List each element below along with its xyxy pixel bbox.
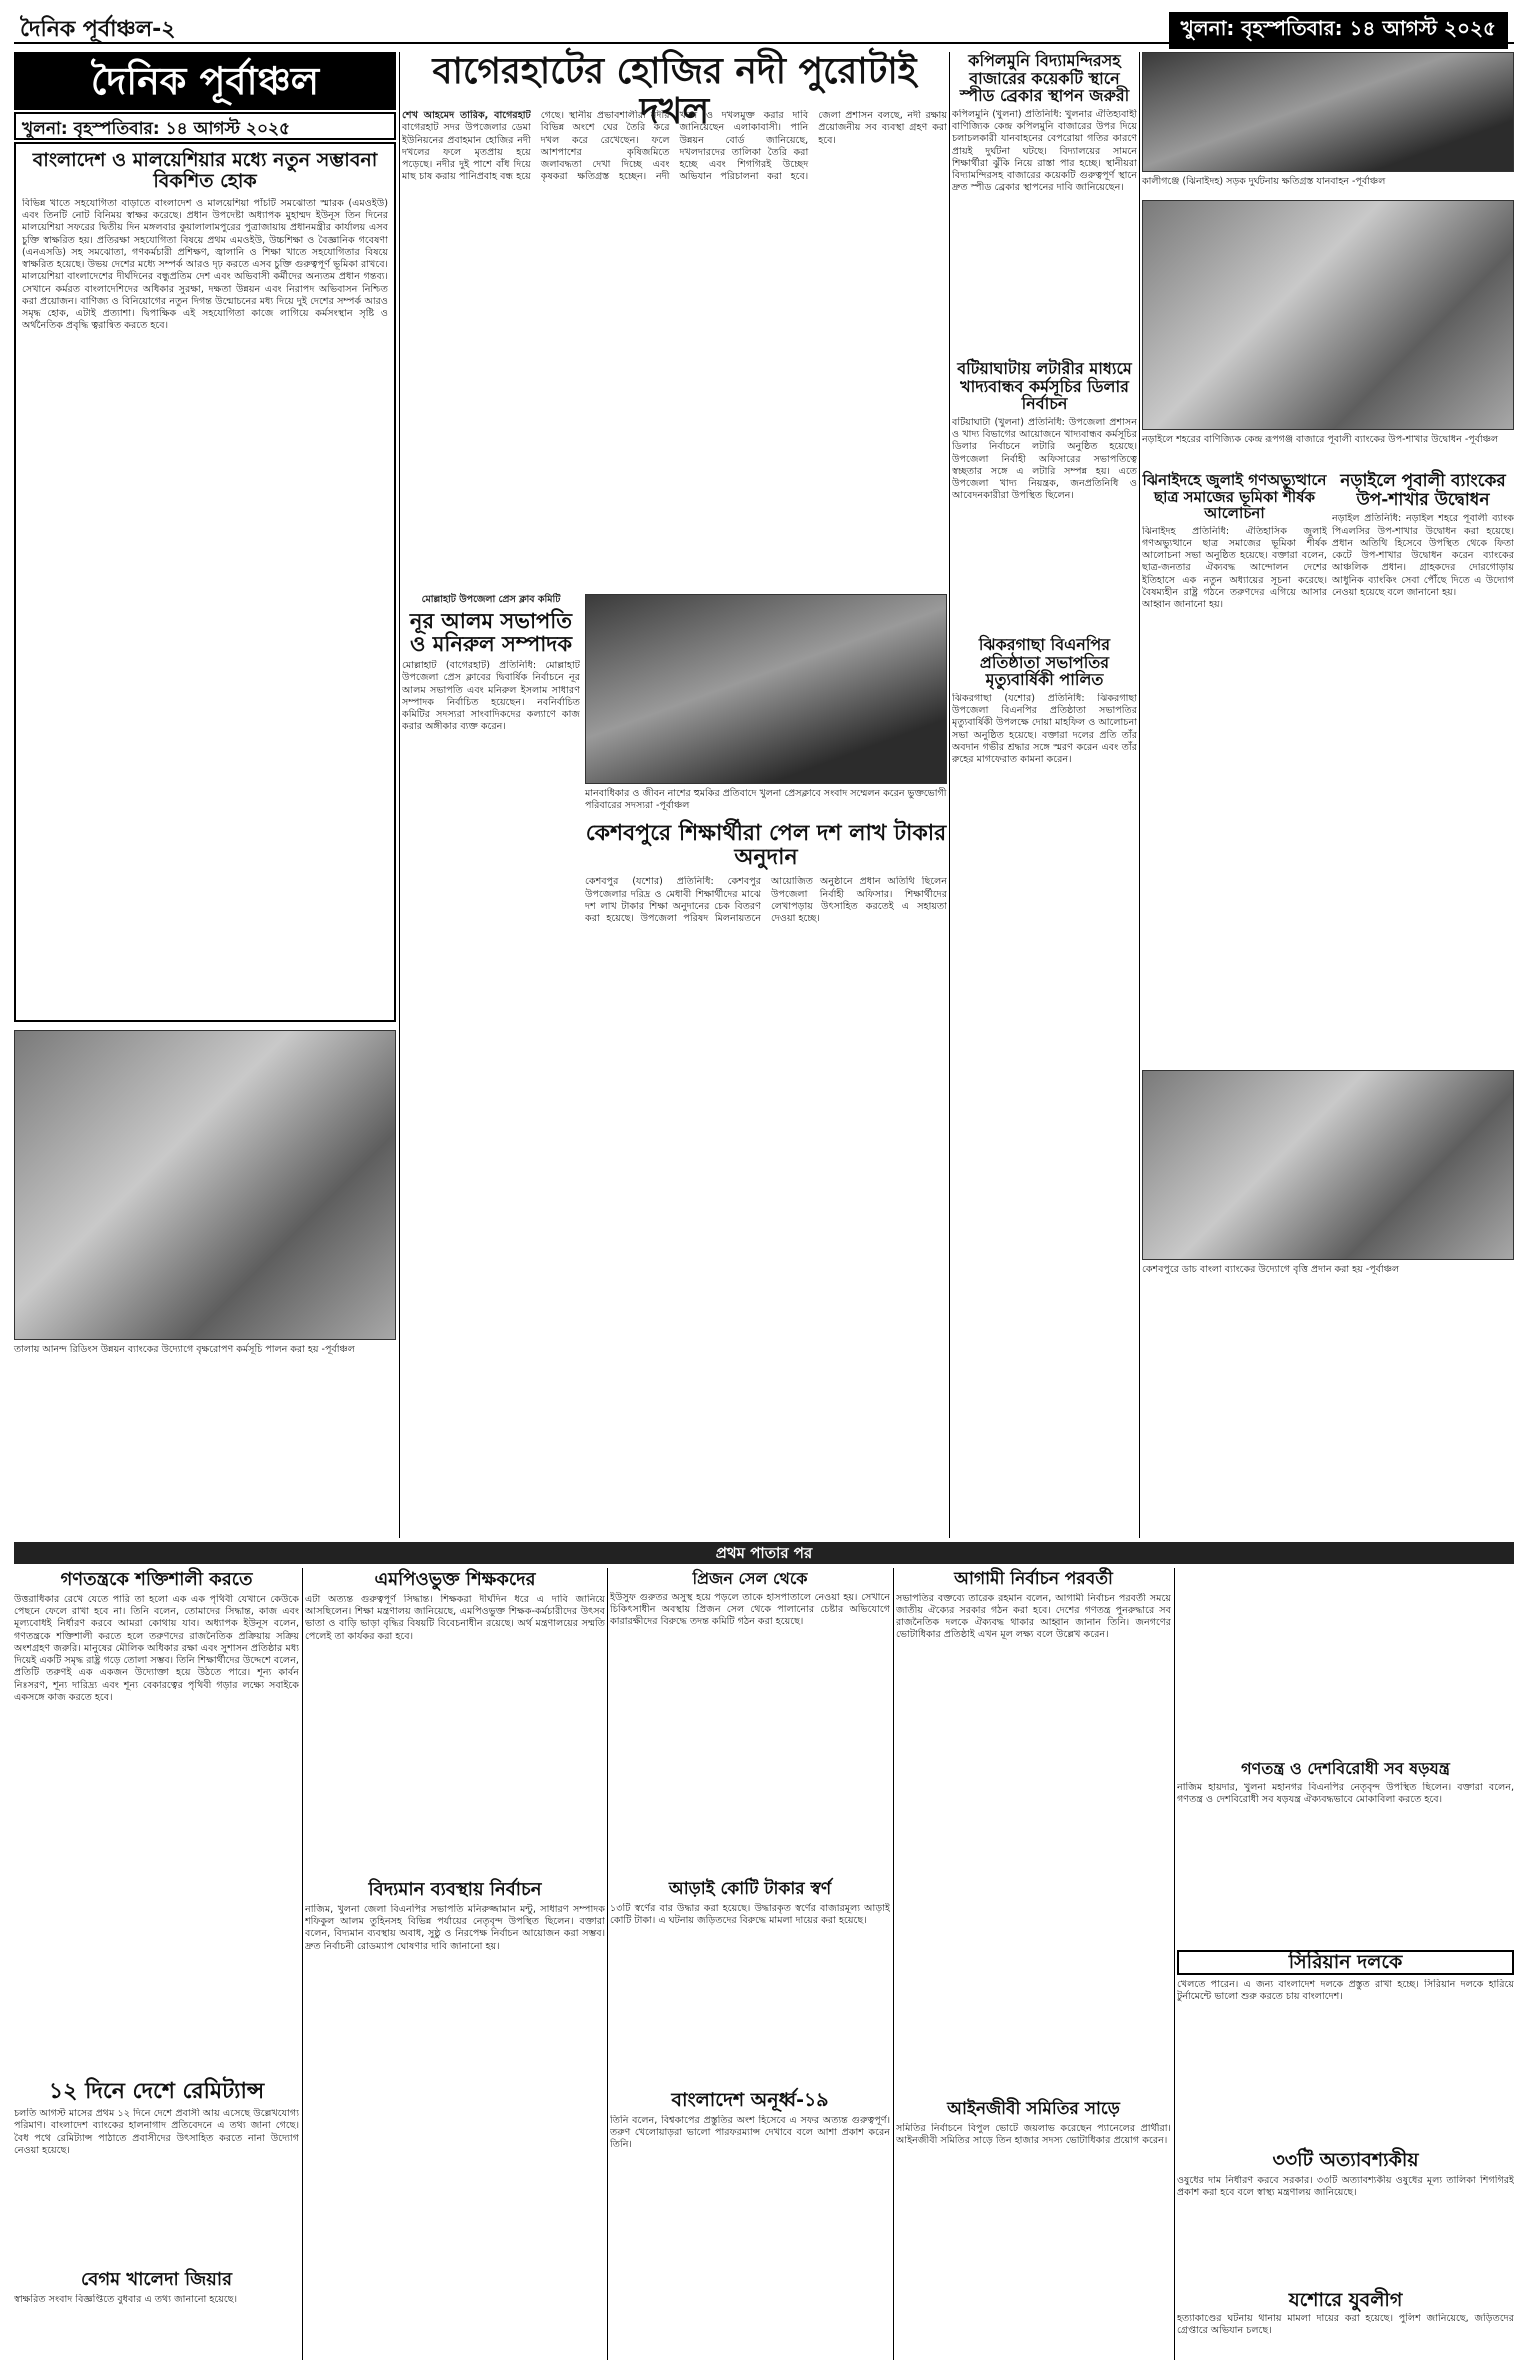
article-pubali-bank: [1332, 472, 1514, 1052]
article-body: বটিয়াঘাটা (খুলনা) প্রতিনিধি: উপজেলা প্রশাসন ও খাদ্য বিভাগের আয়োজনে খাদ্যবান্ধব কর্মসূচির ডিলার নির্বাচনে লটারি অনুষ্ঠিত হয়েছে। উপজেলা নির্বাহী অফিসারের সভাপতিত্বে স্বচ্ছতার সঙ্গে এ লটারি সম্পন্ন হয়। এতে উপজেলা খাদ্য নিয়ন্ত্রক, জনপ্রতিনিধি ও আবেদনকারীরা উপস্থিত ছিলেন।: [952, 416, 1137, 502]
article-election: [305, 1880, 605, 2360]
article-subhead: মোল্লাহাট উপজেলা প্রেস ক্লাব কমিটি: [421, 594, 561, 605]
article-headline: আগামী নির্বাচন পরবর্তী: [954, 1569, 1113, 1589]
article-body: ওষুধের দাম নির্ধারণ করবে সরকার। ৩৩টি অত্যাবশ্যকীয় ওষুধের মূল্য তালিকা শিগগিরই প্রকাশ করা হবে বলে স্বাস্থ্য মন্ত্রণালয় জানিয়েছে।: [1177, 2174, 1514, 2199]
article-headline: বাংলাদেশ ও মালয়েশিয়ার মধ্যে নতুন সম্ভাবনা বিকশিত হোক: [32, 149, 378, 192]
lead-body: বাগেরহাট সদর উপজেলার ডেমা ইউনিয়নের প্রবাহমান হোজির নদী দখলের ফলে মৃতপ্রায় হয়ে পড়েছে। নদীর দুই পাশে বাঁধ দিয়ে মাছ চাষ করায় পানিপ্রবাহ বন্ধ হয়ে গেছে। স্থানীয় প্রভাবশালীরা নদীর বিভিন্ন অংশে ঘের তৈরি করে দখল করে রেখেছেন। ফলে আশপাশের কৃষিজমিতে জলাবদ্ধতা দেখা দিচ্ছে এবং কৃষকরা ক্ষতিগ্রস্ত হচ্ছেন। নদী খনন ও দখলমুক্ত করার দাবি জানিয়েছেন এলাকাবাসী। পানি উন্নয়ন বোর্ড জানিয়েছে, দখলদারদের তালিকা তৈরি করা হচ্ছে এবং শিগগিরই উচ্ছেদ অভিযান পরিচালনা করা হবে। জেলা প্রশাসন বলছে, নদী রক্ষায় প্রয়োজনীয় সব ব্যবস্থা গ্রহণ করা হবে।: [402, 110, 947, 183]
masthead: দৈনিক পূর্বাঞ্চল: [14, 52, 396, 110]
article-body: মোল্লাহাট (বাগেরহাট) প্রতিনিধি: মোল্লাহাট উপজেলা প্রেস ক্লাবের দ্বিবার্ষিক নির্বাচনে নূর আলম সভাপতি এবং মনিরুল ইসলাম সাধারণ সম্পাদক নির্বাচিত হয়েছেন। নবনির্বাচিত কমিটির সদস্যরা সাংবাদিকদের কল্যাণে কাজ করার অঙ্গীকার ব্যক্ত করেন।: [402, 660, 580, 733]
photo-caption: কালীগঞ্জে (ঝিনাইদহ) সড়ক দুর্ঘটনায় ক্ষতিগ্রস্ত যানবাহন -পূর্বাঞ্চল: [1142, 176, 1386, 187]
article-headline: ৩৩টি অত্যাবশ্যকীয়: [1272, 2149, 1419, 2171]
article-jhenaidah-discussion: [1142, 472, 1327, 872]
column-rule: [1174, 1568, 1175, 2360]
article-speed-breaker: [952, 52, 1137, 352]
article-headline: বিদ্যমান ব্যবস্থায় নির্বাচন: [368, 1879, 542, 1900]
article-headline: প্রিজন সেল থেকে: [692, 1569, 808, 1588]
article-batiaghata-lottery: [952, 360, 1137, 630]
photo-press-conference: [585, 594, 947, 784]
column-rule: [399, 52, 400, 1538]
page-number-label: দৈনিক পূর্বাঞ্চল-২: [20, 17, 176, 42]
article-next-election: [896, 1570, 1171, 2090]
article-headline: নূর আলম সভাপতি ও মনিরুল সম্পাদক: [409, 608, 573, 656]
article-lawyers: [896, 2100, 1171, 2360]
article-headline: ১২ দিনে দেশে রেমিট্যান্স: [48, 2079, 265, 2104]
article-body: সভাপতির বক্তব্যে তারেক রহমান বলেন, আগামী নির্বাচন পরবর্তী সময়ে জাতীয় ঐক্যের সরকার গঠন করা হবে। দেশের গণতন্ত্র পুনরুদ্ধারে সব রাজনৈতিক দলকে ঐক্যবদ্ধ থাকার আহ্বান জানান তিনি। জনগণের ভোটাধিকার প্রতিষ্ঠাই এখন মূল লক্ষ্য বলে উল্লেখ করেন।: [896, 1592, 1171, 1641]
column-rule: [302, 1568, 303, 2360]
dateline: খুলনা: বৃহস্পতিবার: ১৪ আগস্ট ২০২৫: [14, 112, 396, 140]
article-syrian-team: [1177, 1950, 1514, 2140]
article-headline: গণতন্ত্র ও দেশবিরোধী সব ষড়যন্ত্র: [1241, 1759, 1450, 1778]
article-headline: বটিয়াঘাটায় লটারীর মাধ্যমে খাদ্যবান্ধব কর্মসূচির ডিলার নির্বাচন: [957, 359, 1132, 414]
article-democracy: [14, 1570, 299, 2070]
article-headline: নড়াইলে পূবালী ব্যাংকের উপ-শাখার উদ্বোধন: [1340, 471, 1506, 510]
article-headline: গণতন্ত্রকে শক্তিশালী করতে: [60, 1569, 253, 1590]
article-body: কেশবপুর (যশোর) প্রতিনিধি: কেশবপুর উপজেলার দরিদ্র ও মেধাবী শিক্ষার্থীদের মাঝে দশ লাখ টাকার শিক্ষা অনুদানের চেক বিতরণ করা হয়েছে। উপজেলা পরিষদ মিলনায়তনে আয়োজিত অনুষ্ঠানে প্রধান অতিথি ছিলেন উপজেলা নির্বাহী অফিসার। শিক্ষার্থীদের লেখাপড়ায় উৎসাহিত করতেই এ সহায়তা দেওয়া হচ্ছে।: [585, 876, 947, 925]
photo-bank-inauguration: [1142, 200, 1514, 430]
article-body: ঝিনাইদহ প্রতিনিধি: ঐতিহাসিক জুলাই গণঅভ্যুত্থানে ছাত্র সমাজের ভূমিকা শীর্ষক আলোচনা সভা অনুষ্ঠিত হয়েছে। বক্তারা বলেন, ছাত্র-জনতার ঐক্যবদ্ধ আন্দোলন দেশের ইতিহাসে এক নতুন অধ্যায়ের সূচনা করেছে। বৈষম্যহীন রাষ্ট্র গঠনে তরুণদের এগিয়ে আসার আহ্বান জানানো হয়।: [1142, 525, 1327, 611]
article-khaleda: [14, 2270, 299, 2360]
article-body: এটা অত্যন্ত গুরুত্বপূর্ণ সিদ্ধান্ত। শিক্ষকরা দীর্ঘদিন ধরে এ দাবি জানিয়ে আসছিলেন। শিক্ষা মন্ত্রণালয় জানিয়েছে, এমপিওভুক্ত শিক্ষক-কর্মচারীদের উৎসব ভাতা ও বাড়ি ভাড়া বৃদ্ধির বিষয়টি বিবেচনাধীন রয়েছে। অর্থ মন্ত্রণালয়ের সম্মতি পেলেই তা কার্যকর করা হবে।: [305, 1593, 605, 1642]
page-header-bar: [14, 8, 1514, 44]
article-bd-malaysia: [14, 142, 396, 1022]
photo-caption: তালায় আনন্দ রিডিংস উন্নয়ন ব্যাংকের উদ্যোগে বৃক্ষরোপণ কর্মসূচি পালন করা হয় -পূর্বাঞ্চল: [14, 1344, 355, 1355]
article-headline: বাংলাদেশ অনূর্ধ্ব-১৯: [671, 2089, 829, 2111]
article-body: ইউসুফ গুরুতর অসুস্থ হয়ে পড়লে তাকে হাসপাতালে নেওয়া হয়। সেখানে চিকিৎসাধীন অবস্থায় প্রিজন সেল থেকে পালানোর চেষ্টার অভিযোগে কারারক্ষীদের বিরুদ্ধে তদন্ত কমিটি গঠন করা হয়েছে।: [610, 1591, 890, 1628]
article-u19: [610, 2090, 890, 2360]
article-headline: কপিলমুনি বিদ্যামন্দিরসহ বাজারের কয়েকটি স্থানে স্পীড ব্রেকার স্থাপন জরুরী: [959, 51, 1130, 106]
column-rule: [949, 52, 950, 1538]
photo-accident: [1142, 52, 1514, 172]
article-body: ১৩টি স্বর্ণের বার উদ্ধার করা হয়েছে। উদ্ধারকৃত স্বর্ণের বাজারমূল্য আড়াই কোটি টাকা। এ ঘটনায় জড়িতদের বিরুদ্ধে মামলা দায়ের করা হয়েছে।: [610, 1902, 890, 1926]
article-headline: এমপিওভুক্ত শিক্ষকদের: [374, 1569, 536, 1590]
article-body: ঝিকরগাছা (যশোর) প্রতিনিধি: ঝিকরগাছা উপজেলা বিএনপির প্রতিষ্ঠাতা সভাপতির মৃত্যুবার্ষিকী উপলক্ষে দোয়া মাহফিল ও আলোচনা সভা অনুষ্ঠিত হয়েছে। বক্তারা দলের প্রতি তাঁর অবদান গভীর শ্রদ্ধার সঙ্গে স্মরণ করেন এবং তাঁর রুহের মাগফেরাত কামনা করেন।: [952, 692, 1137, 766]
article-headline: ঝিনাইদহে জুলাই গণঅভ্যুত্থানে ছাত্র সমাজের ভূমিকা শীর্ষক আলোচনা: [1142, 471, 1327, 522]
lead-headline: বাগেরহাটের হোজির নদী পুরোটাই দখল: [432, 51, 917, 132]
lead-byline: শেখ আহমেদ তারিক, বাগেরহাট: [402, 110, 531, 121]
article-headline: কেশবপুরে শিক্ষার্থীরা পেল দশ লাখ টাকার অনুদান: [585, 821, 947, 871]
article-body: বিভিন্ন খাতে সহযোগিতা বাড়াতে বাংলাদেশ ও মালয়েশিয়া পাঁচটি সমঝোতা স্মারক (এমওইউ) এবং তিনটি নোট বিনিময় স্বাক্ষর করেছে। প্রধান উপদেষ্টা অধ্যাপক মুহাম্মদ ইউনূস তিন দিনের মালয়েশিয়া সফরের দ্বিতীয় দিন মঙ্গলবার কুয়ালালামপুরের পুত্রাজায়ায় প্রধানমন্ত্রীর কার্যালয় এসব চুক্তি স্বাক্ষরিত হয়। প্রতিরক্ষা সহযোগিতা বিষয়ে প্রথম এমওইউ, উচ্চশিক্ষা ও বৈজ্ঞানিক গবেষণা (এনএসডি) সহ সমঝোতা, গণকর্মচারী প্রশিক্ষণ, জ্বালানি ও শিক্ষা খাতে সহযোগিতার বিষয়ে স্বাক্ষরিত হয়েছে। উভয় দেশের মধ্যে সম্পর্ক আরও দৃঢ় করতে এসব চুক্তি গুরুত্বপূর্ণ ভূমিকা রাখবে। মালয়েশিয়া বাংলাদেশের দীর্ঘদিনের বন্ধুপ্রতিম দেশ এবং অভিবাসী কর্মীদের অন্যতম প্রধান গন্তব্য। সেখানে কর্মরত বাংলাদেশিদের অধিকার সুরক্ষা, দক্ষতা উন্নয়ন এবং নিরাপদ অভিবাসন নিশ্চিত করা প্রয়োজন। বাণিজ্য ও বিনিয়োগের নতুন দিগন্ত উন্মোচনের মধ্য দিয়ে দুই দেশের সম্পর্ক আরও সমৃদ্ধ হোক, এটাই প্রত্যাশা। দ্বিপাক্ষিক এই সহযোগিতা কাজে লাগিয়ে কর্মসংস্থান সৃষ্টি ও অর্থনৈতিক প্রবৃদ্ধি ত্বরান্বিত করতে হবে।: [22, 197, 388, 332]
inside-section-bar: প্রথম পাতার পর: [14, 1542, 1514, 1564]
photo-caption: কেশবপুরে ডাচ বাংলা ব্যাংকের উদ্যোগে বৃত্তি প্রদান করা হয় -পূর্বাঞ্চল: [1142, 1264, 1400, 1275]
article-headline: সিরিয়ান দলকে: [1177, 1950, 1514, 1975]
article-body: কপিলমুনি (খুলনা) প্রতিনিধি: খুলনার ঐতিহ্যবাহী বাণিজ্যিক কেন্দ্র কপিলমুনি বাজারের উপর দিয়ে চলাচলকারী যানবাহনের বেপরোয়া গতির কারণে প্রায়ই দুর্ঘটনা ঘটছে। বিদ্যালয়ের সামনে শিক্ষার্থীরা ঝুঁকি নিয়ে রাস্তা পার হচ্ছে। স্থানীয়রা বিদ্যামন্দিরসহ বাজারের কয়েকটি গুরুত্বপূর্ণ স্থানে দ্রুত স্পীড ব্রেকার স্থাপনের দাবি জানিয়েছেন।: [952, 108, 1137, 194]
photo-tree-planting: [14, 1030, 396, 1340]
photo-scholarship-ceremony: [1142, 1070, 1514, 1260]
article-conspiracy: [1177, 1760, 1514, 1940]
article-body: স্বাক্ষরিত সংবাদ বিজ্ঞপ্তিতে বুধবার এ তথ্য জানানো হয়েছে।: [14, 2293, 238, 2305]
header-date: খুলনা: বৃহস্পতিবার: ১৪ আগস্ট ২০২৫: [1169, 12, 1508, 49]
article-body: খেলতে পারেন। এ জন্য বাংলাদেশ দলকে প্রস্তুত রাখা হচ্ছে। সিরিয়ান দলকে হারিয়ে টুর্নামেন্টে ভালো শুরু করতে চায় বাংলাদেশ।: [1177, 1978, 1514, 2003]
article-headline: ঝিকরগাছা বিএনপির প্রতিষ্ঠাতা সভাপতির মৃত্যুবার্ষিকী পালিত: [978, 635, 1111, 690]
article-keshabpur-grant: [585, 822, 947, 1532]
photo-caption: মানবাধিকার ও জীবন নাশের হুমকির প্রতিবাদে খুলনা প্রেসক্লাবে সংবাদ সম্মেলন করেন ভুক্তভোগী পরিবারের সদস্যরা -পূর্বাঞ্চল: [585, 788, 947, 811]
article-gold: [610, 1880, 890, 2080]
article-body: নড়াইল প্রতিনিধি: নড়াইল শহরে পূবালী ব্যাংক পিএলসির উপ-শাখার উদ্বোধন করা হয়েছে। প্রধান অতিথি হিসেবে উপস্থিত থেকে ফিতা কেটে উপ-শাখার উদ্বোধন করেন ব্যাংকের আঞ্চলিক প্রধান। গ্রাহকদের দোরগোড়ায় আধুনিক ব্যাংকিং সেবা পৌঁছে দিতে এ উদ্যোগ নেওয়া হয়েছে বলে জানানো হয়।: [1332, 513, 1514, 598]
lead-article-body: [402, 110, 947, 590]
article-body: তিনি বলেন, বিশ্বকাপের প্রস্তুতির অংশ হিসেবে এ সফর অত্যন্ত গুরুত্বপূর্ণ। তরুণ খেলোয়াড়রা ভালো পারফরম্যান্স দেখাবে বলে আশা প্রকাশ করেন তিনি।: [610, 2114, 890, 2151]
article-medicines: [1177, 2150, 1514, 2280]
article-body: উত্তরাধিকার রেখে যেতে পারি তা হলো এক এক পৃথিবী যেখানে কেউকে পেছনে ফেলে রাখা হবে না। তিনি বলেন, তোমাদের সিদ্ধান্ত, কাজ এবং মূল্যবোধই নির্ধারণ করবে আমরা কোথায় যাব। অধ্যাপক ইউনূস বলেন, গণতন্ত্রকে শক্তিশালী করতে হলে তরুণদের রাজনৈতিক প্রক্রিয়ায় সক্রিয় অংশগ্রহণ জরুরি। মানুষের মৌলিক অধিকার রক্ষা এবং সুশাসন প্রতিষ্ঠার মধ্য দিয়েই একটি সমৃদ্ধ রাষ্ট্র গড়ে তোলা সম্ভব। তিনি শিক্ষার্থীদের উদ্দেশে বলেন, প্রতিটি তরুণই এক একজন উদ্যোক্তা হয়ে উঠতে পারে। শূন্য কার্বন নিঃসরণ, শূন্য দারিদ্র্য এবং শূন্য বেকারত্বের পৃথিবী গড়ার লক্ষ্যে সবাইকে একসঙ্গে কাজ করতে হবে।: [14, 1593, 299, 1703]
article-jhikargachha-bnp: [952, 636, 1137, 1156]
article-body: সমিতির নির্বাচনে বিপুল ভোটে জয়লাভ করেছেন প্যানেলের প্রার্থীরা। আইনজীবী সমিতির সাড়ে তিন হাজার সদস্য ভোটাধিকার প্রয়োগ করেন।: [896, 2122, 1171, 2146]
article-headline: আইনজীবী সমিতির সাড়ে: [947, 2099, 1120, 2119]
article-body: চলতি আগস্ট মাসের প্রথম ১২ দিনে দেশে প্রবাসী আয় এসেছে উল্লেখযোগ্য পরিমাণ। বাংলাদেশ ব্যাংকের হালনাগাদ প্রতিবেদনে এ তথ্য জানা গেছে। বৈধ পথে রেমিট্যান্স পাঠাতে প্রবাসীদের উৎসাহিত করতে নানা উদ্যোগ নেওয়া হয়েছে।: [14, 2108, 299, 2156]
column-rule: [607, 1568, 608, 2360]
article-jessore-jubo-league: [1177, 2290, 1514, 2362]
column-rule: [1139, 52, 1140, 1538]
article-press-club: [402, 594, 580, 1064]
article-prison-cell: [610, 1570, 890, 1870]
article-body: নাজিম হায়দার, খুলনা মহানগর বিএনপির নেতৃবৃন্দ উপস্থিত ছিলেন। বক্তারা বলেন, গণতন্ত্র ও দেশবিরোধী সব ষড়যন্ত্র ঐক্যবদ্ধভাবে মোকাবিলা করতে হবে।: [1177, 1781, 1514, 1805]
article-remittance: [14, 2080, 299, 2260]
article-body: হত্যাকাণ্ডের ঘটনায় থানায় মামলা দায়ের করা হয়েছে। পুলিশ জানিয়েছে, জড়িতদের গ্রেপ্তারে অভিযান চলছে।: [1177, 2312, 1514, 2337]
column-rule: [893, 1568, 894, 2360]
article-body: নাজিম, খুলনা জেলা বিএনপির সভাপতি মনিরুজ্জামান মন্টু, সাধারণ সম্পাদক শফিকুল আলম তুহিনসহ বিভিন্ন পর্যায়ের নেতৃবৃন্দ উপস্থিত ছিলেন। বক্তারা বলেন, বিদ্যমান ব্যবস্থায় অবাধ, সুষ্ঠু ও নিরপেক্ষ নির্বাচন আয়োজন করা সম্ভব। দ্রুত নির্বাচনী রোডম্যাপ ঘোষণার দাবি জানানো হয়।: [305, 1903, 605, 1952]
article-headline: যশোরে যুবলীগ: [1288, 2289, 1403, 2311]
article-headline: আড়াই কোটি টাকার স্বর্ণ: [668, 1879, 832, 1899]
photo-caption: নড়াইলে শহরের বাণিজ্যিক কেন্দ্র রূপগঞ্জ বাজারে পূবালী ব্যাংকের উপ-শাখার উদ্বোধন -পূর্বাঞ্চল: [1142, 434, 1499, 445]
article-headline: বেগম খালেদা জিয়ার: [81, 2269, 232, 2290]
article-mpo-teachers: [305, 1570, 605, 1870]
